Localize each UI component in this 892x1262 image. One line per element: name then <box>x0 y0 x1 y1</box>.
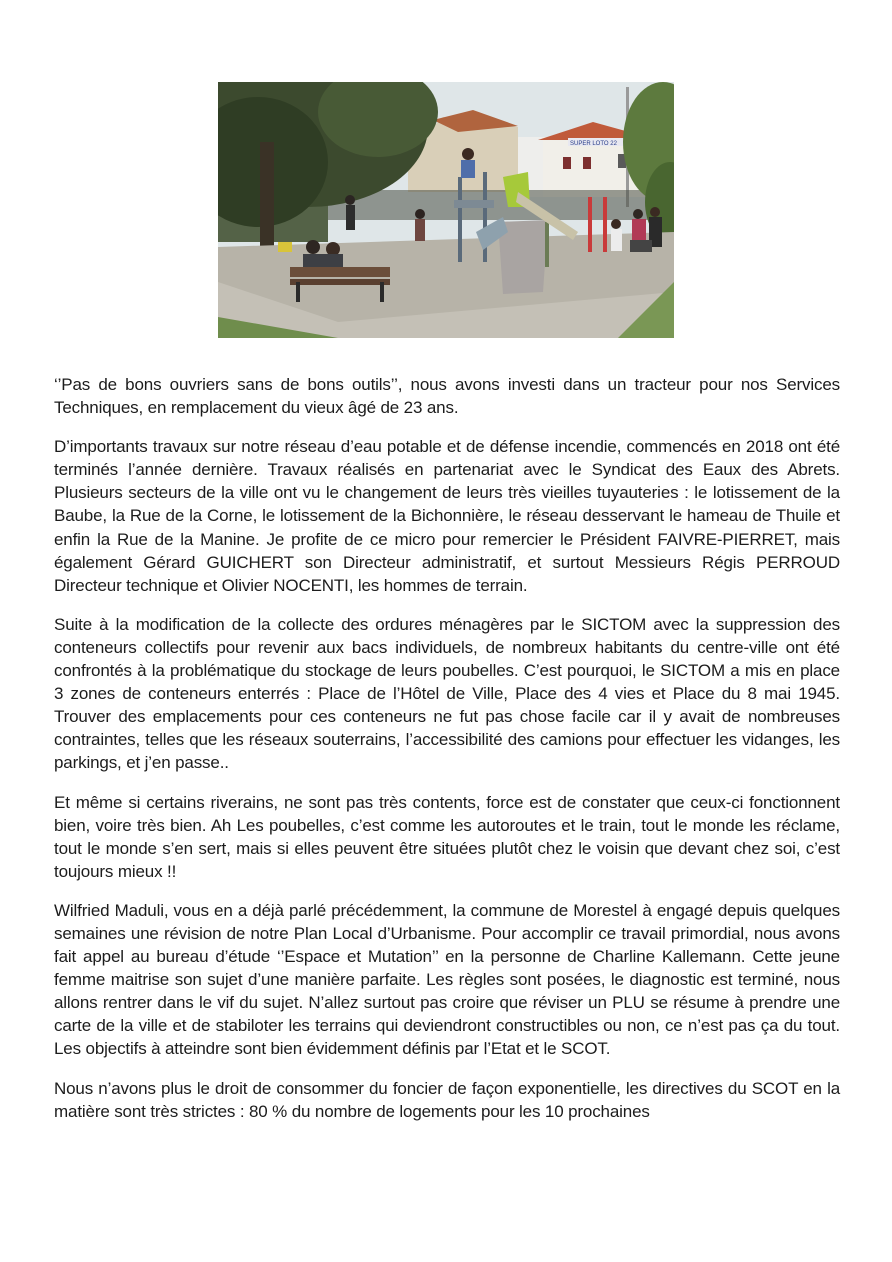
paragraph-land-consumption: Nous n’avons plus le droit de consommer du foncier de façon exponentielle, les directives du SCOT en la matière sont très strictes : 80 % du nombre de logements pour les 10 prochaines <box>54 1078 840 1121</box>
paragraph-plu-revision: Wilfried Maduli, vous en a déjà parlé précédemment, la commune de Morestel à engagé depuis quelques semaines une révision de notre Plan Local d’Urbanisme. Pour accomplir ce travail primordial, nous avons fait appel au bureau d’étude ‘’Espace et Mutation’’ en la personne de Charline Kallemann. Cette jeune femme maitrise son sujet d’une manière parfaite. Les règles sont posées, le diagnostic est terminé, nous allons rentrer dans le vif du sujet. N’allez surtout pas croire que réviser un PLU se résume à prendre une carte de la ville et de stabiloter les terrains qui deviendront constructibles ou non, ce n’est pas ça du tout. Les objectifs à atteindre sont bien évidemment définis par l’Etat et le SCOT. <box>54 900 840 1059</box>
paragraph-tractor: ‘’Pas de bons ouvriers sans de bons outils’’, nous avons investi dans un tracteur pour nos Services Techniques, en remplacement du vieux âgé de 23 ans. <box>54 375 840 418</box>
playground-photo <box>218 82 674 338</box>
paragraph-water-network: D’importants travaux sur notre réseau d’eau potable et de défense incendie, commencés en 2018 ont été terminés l’année dernière. Travaux réalisés en partenariat avec le Syndicat des Eaux des Abrets. Plusieurs secteurs de la ville ont vu le changement de leurs très vieilles tuyauteries : le lotissement de la Baube, la Rue de la Corne, le lotissement de la Bichonnière, le réseau desservant le hameau de Thuile et enfin la Rue de la Manine. Je profite de ce micro pour remercier le Président FAIVRE-PIERRET, mais également Gérard GUICHERT son Directeur administratif, et surtout Messieurs Régis PERROUD Directeur technique et Olivier NOCENTI, les hommes de terrain. <box>54 437 840 595</box>
paragraph-waste-collection: Suite à la modification de la collecte des ordures ménagères par le SICTOM avec la suppression des conteneurs collectifs pour revenir aux bacs individuels, de nombreux habitants du centre-ville ont été confrontés à la problématique du stockage de leurs poubelles. C’est pourquoi, le SICTOM a mis en place 3 zones de conteneurs enterrés : Place de l’Hôtel de Ville, Place des 4 vies et Place du 8 mai 1945. Trouver des emplacements pour ces conteneurs ne fut pas chose facile car il y avait de nombreuses contraintes, telles que les réseaux souterrains, l’accessibilité des camions pour effectuer les vidanges, les parkings, et j’en passe.. <box>54 614 840 773</box>
article-body <box>54 373 840 1139</box>
paragraph-bins-comment: Et même si certains riverains, ne sont pas très contents, force est de constater que ceux-ci fonctionnent bien, voire très bien. Ah Les poubelles, c’est comme les autoroutes et le train, tout le monde les réclame, tout le monde s’en sert, mais si elles peuvent être situées plutôt chez le voisin que devant chez soi, c’est toujours mieux !! <box>54 792 840 881</box>
shop-sign-text: SUPER LOTO 22 <box>570 141 617 147</box>
